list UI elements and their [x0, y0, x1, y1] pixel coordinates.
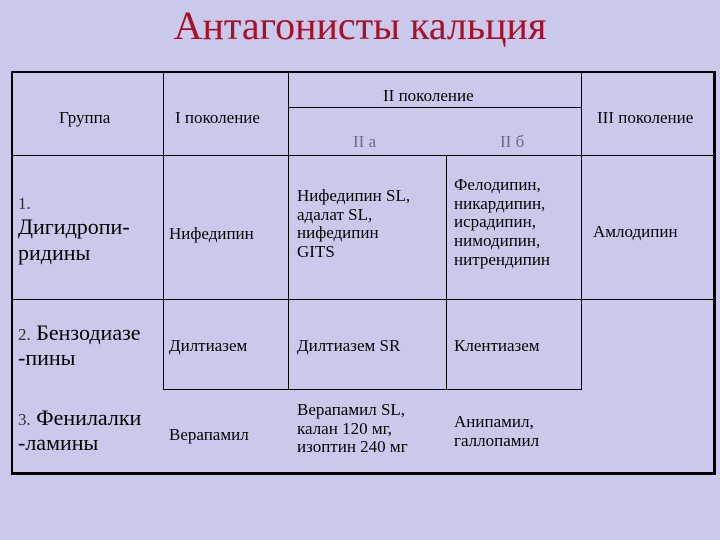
header-group: Группа [59, 108, 111, 127]
row2-group [18, 320, 141, 371]
row2-group-line1: 2. Бензодиазе [18, 320, 141, 345]
row2-gen2b: Клентиазем [454, 336, 540, 355]
row1-gen3: Амлодипин [593, 222, 678, 241]
row3-gen2a-line3: изоптин 240 мг [297, 437, 408, 457]
row3-gen2a-line2: калан 120 мг, [297, 418, 392, 438]
row1-gen2a-line1: Нифедипин SL, [297, 186, 411, 205]
header-gen2: II поколение [383, 86, 474, 105]
row1-gen1: Нифедипин [169, 224, 254, 243]
grid-line-v1 [163, 73, 164, 389]
row1-group [18, 189, 130, 265]
grid-line-v3 [446, 155, 447, 389]
row2-gen2a: Дилтиазем SR [297, 336, 401, 355]
row2-group-line2: -пины [18, 345, 76, 371]
header-gen3: III поколение [597, 108, 694, 127]
grid-line-h3 [13, 299, 714, 300]
row2-gen1: Дилтиазем [169, 336, 248, 355]
row3-gen2b [454, 413, 539, 450]
row3-group [18, 405, 141, 456]
row3-gen2a [297, 401, 408, 457]
row3-gen2a-line1: Верапамил SL, [297, 400, 406, 419]
grid-line-v4 [581, 73, 582, 389]
grid-line-v2 [288, 73, 289, 389]
row3-gen1: Верапамил [169, 425, 249, 444]
grid-line-h4 [163, 389, 582, 390]
row1-gen2b-line4: нимодипин, [454, 231, 541, 251]
row1-group-line3: ридины [18, 239, 91, 265]
row1-gen2b [454, 176, 550, 269]
row1-gen2a [297, 187, 410, 262]
row1-gen2a-line3: нифедипин [297, 223, 379, 243]
row1-gen2b-line2: никардипин, [454, 193, 546, 213]
row3-group-line2: -ламины [18, 430, 99, 456]
row1-gen2a-line2: адалат SL, [297, 204, 373, 224]
grid-line-h1 [288, 107, 582, 108]
grid-line-h2 [13, 155, 714, 156]
row3-group-line1: 3. Фенилалки [18, 405, 142, 430]
row1-gen2b-line1: Фелодипин, [454, 175, 541, 194]
header-gen2a: II а [353, 132, 377, 151]
header-gen1: I поколение [175, 108, 260, 127]
header-gen2b: II б [500, 132, 525, 151]
row1-gen2b-line5: нитрендипин [454, 249, 551, 269]
row3-gen2b-line1: Анипамил, [454, 412, 534, 431]
row1-group-line2: Дигидропи- [18, 214, 130, 240]
calcium-antagonists-table [11, 71, 716, 475]
row1-gen2b-line3: исрадипин, [454, 212, 536, 232]
row1-gen2a-line4: GITS [297, 242, 335, 262]
row3-gen2b-line2: галлопамил [454, 430, 540, 450]
slide-title: Антагонисты кальция [173, 3, 547, 48]
row1-group-line1: 1. [18, 194, 31, 213]
